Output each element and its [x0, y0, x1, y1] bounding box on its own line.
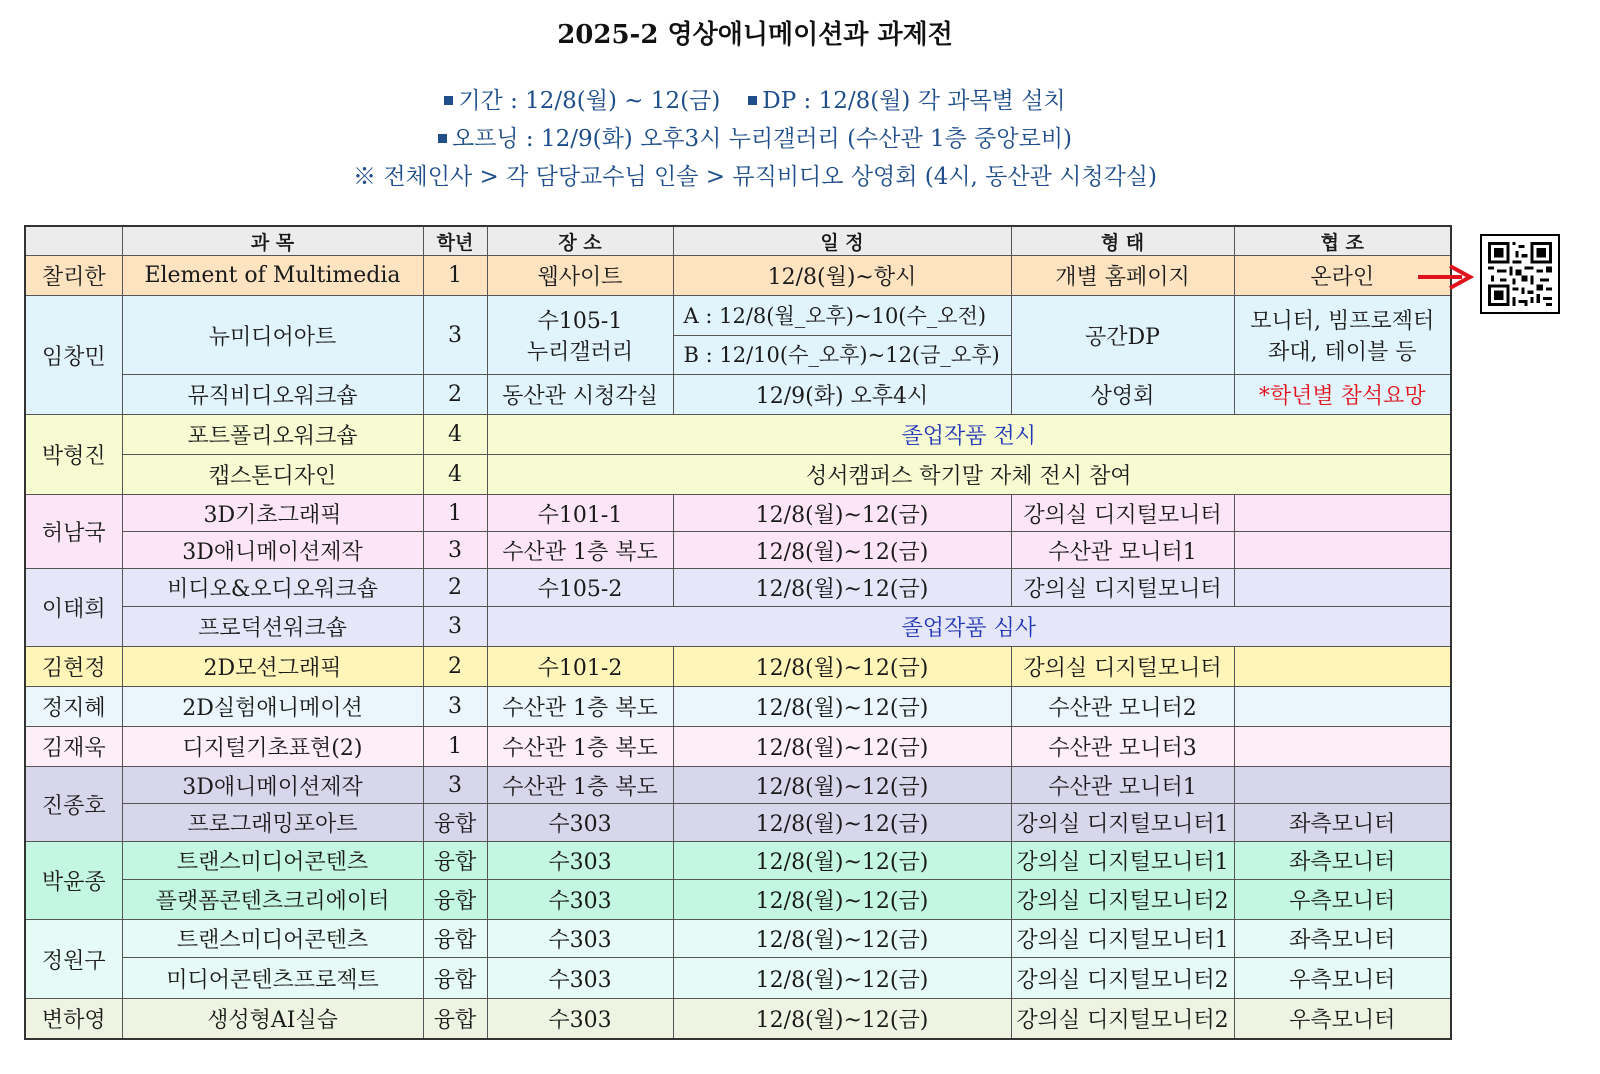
professor-name: 진종호: [25, 767, 122, 842]
header-form: 형 태: [1011, 226, 1234, 256]
form-cell: 상영회: [1011, 375, 1234, 415]
coop-line: 모니터, 빔프로젝터: [1250, 309, 1435, 334]
form-cell: 공간DP: [1011, 296, 1234, 375]
form-cell: 강의실 디지털모니터: [1011, 569, 1234, 607]
place-cell: [487, 296, 673, 375]
table-row: [25, 958, 1451, 999]
page-title: 2025-2 영상애니메이션과 과제전: [557, 20, 953, 50]
schedule-cell: 12/8(월)~12(금): [673, 727, 1011, 767]
schedule-cell: 12/8(월)~12(금): [673, 647, 1011, 687]
subject-cell: 생성형AI실습: [122, 999, 423, 1039]
table-row: [25, 375, 1451, 415]
coop-cell: [1234, 647, 1451, 687]
coop-cell: [1234, 495, 1451, 532]
info-line-1: [0, 82, 1510, 115]
place-line: 누리갤러리: [526, 340, 634, 365]
professor-name: 박윤종: [25, 842, 122, 920]
subject-cell: 3D애니메이션제작: [122, 767, 423, 804]
bullet-square-icon: [438, 134, 447, 143]
dp-text: DP : 12/8(월) 각 과목별 설치: [762, 88, 1066, 114]
coop-cell: 좌측모니터: [1234, 804, 1451, 842]
form-cell: 강의실 디지털모니터1: [1011, 842, 1234, 880]
grade-cell: 3: [423, 767, 487, 804]
grade-cell: 1: [423, 256, 487, 296]
place-cell: 수303: [487, 999, 673, 1039]
table-row: [25, 880, 1451, 920]
schedule-cell: 12/9(화) 오후4시: [673, 375, 1011, 415]
form-cell: 강의실 디지털모니터: [1011, 495, 1234, 532]
schedule-cell: 12/8(월)~항시: [673, 256, 1011, 296]
coop-cell: 우측모니터: [1234, 999, 1451, 1039]
table-row: [25, 687, 1451, 727]
table-row: [25, 532, 1451, 569]
place-cell: 수303: [487, 880, 673, 920]
subject-cell: Element of Multimedia: [122, 256, 423, 296]
place-cell: 수303: [487, 958, 673, 999]
subject-cell: 포트폴리오워크숍: [122, 415, 423, 455]
table-row: [25, 727, 1451, 767]
grade-cell: 1: [423, 727, 487, 767]
subject-cell: 프로그래밍포아트: [122, 804, 423, 842]
info-line-2: [0, 120, 1510, 153]
place-cell: 수101-1: [487, 495, 673, 532]
grade-cell: 3: [423, 296, 487, 375]
merged-cell: 졸업작품 전시: [487, 415, 1451, 455]
coop-cell: 우측모니터: [1234, 958, 1451, 999]
arrow-right-icon: [1416, 262, 1474, 292]
schedule-cell: 12/8(월)~12(금): [673, 804, 1011, 842]
coop-cell: 우측모니터: [1234, 880, 1451, 920]
professor-name: 정원구: [25, 920, 122, 999]
schedule-b: B : 12/10(수_오후)~12(금_오후): [674, 335, 1011, 374]
subject-cell: 디지털기초표현(2): [122, 727, 423, 767]
table-row: [25, 767, 1451, 804]
place-line: 수105-1: [537, 309, 623, 334]
subject-cell: 트랜스미디어콘텐츠: [122, 920, 423, 958]
place-cell: 수산관 1층 복도: [487, 532, 673, 569]
place-cell: 수303: [487, 842, 673, 880]
header-cell: [25, 226, 122, 256]
grade-cell: 2: [423, 569, 487, 607]
subject-cell: 캡스톤디자인: [122, 455, 423, 495]
table-row: [25, 495, 1451, 532]
professor-name: 찰리한: [25, 256, 122, 296]
coop-line: 좌대, 테이블 등: [1268, 340, 1417, 365]
bullet-square-icon: [444, 96, 453, 105]
schedule-cell: 12/8(월)~12(금): [673, 767, 1011, 804]
professor-name: 정지혜: [25, 687, 122, 727]
form-cell: 수산관 모니터2: [1011, 687, 1234, 727]
table-row: [25, 569, 1451, 607]
table-row: [25, 256, 1451, 296]
professor-name: 허남국: [25, 495, 122, 569]
table-row: [25, 455, 1451, 495]
form-cell: 수산관 모니터3: [1011, 727, 1234, 767]
place-cell: 수산관 1층 복도: [487, 767, 673, 804]
coop-cell: 온라인: [1234, 256, 1451, 296]
qr-code-icon[interactable]: [1480, 234, 1560, 314]
table-row: [25, 999, 1451, 1039]
subject-cell: 3D애니메이션제작: [122, 532, 423, 569]
grade-cell: 융합: [423, 842, 487, 880]
place-cell: 수산관 1층 복도: [487, 687, 673, 727]
grade-cell: 3: [423, 687, 487, 727]
subject-cell: 뉴미디어아트: [122, 296, 423, 375]
form-cell: 강의실 디지털모니터: [1011, 647, 1234, 687]
grade-cell: 융합: [423, 880, 487, 920]
note-text: ※ 전체인사 > 각 담당교수님 인솔 > 뮤직비디오 상영회 (4시, 동산관 시청각실): [353, 164, 1157, 190]
header-subject: 과 목: [122, 226, 423, 256]
form-cell: 강의실 디지털모니터1: [1011, 920, 1234, 958]
table-row: [25, 607, 1451, 647]
place-cell: 수303: [487, 920, 673, 958]
professor-name: 박형진: [25, 415, 122, 495]
coop-cell: 좌측모니터: [1234, 920, 1451, 958]
grade-cell: 융합: [423, 804, 487, 842]
grade-cell: 4: [423, 415, 487, 455]
subject-cell: 2D실험애니메이션: [122, 687, 423, 727]
table-row: [25, 415, 1451, 455]
opening-text: 오프닝 : 12/9(화) 오후3시 누리갤러리 (수산관 1층 중앙로비): [451, 126, 1073, 152]
coop-cell: [1234, 532, 1451, 569]
table-row: [25, 296, 1451, 375]
form-cell: 수산관 모니터1: [1011, 767, 1234, 804]
coop-cell: 좌측모니터: [1234, 842, 1451, 880]
professor-name: 이태희: [25, 569, 122, 647]
professor-name: 김재욱: [25, 727, 122, 767]
form-cell: 강의실 디지털모니터2: [1011, 999, 1234, 1039]
header-schedule: 일 정: [673, 226, 1011, 256]
schedule-cell: 12/8(월)~12(금): [673, 842, 1011, 880]
schedule-cell: 12/8(월)~12(금): [673, 532, 1011, 569]
header-grade: 학년: [423, 226, 487, 256]
subject-cell: 트랜스미디어콘텐츠: [122, 842, 423, 880]
grade-cell: 융합: [423, 999, 487, 1039]
subject-cell: 비디오&오디오워크숍: [122, 569, 423, 607]
table-row: [25, 842, 1451, 880]
schedule-cell: 12/8(월)~12(금): [673, 958, 1011, 999]
coop-cell: [1234, 727, 1451, 767]
place-cell: 수101-2: [487, 647, 673, 687]
professor-name: 변하영: [25, 999, 122, 1039]
subject-cell: 미디어콘텐츠프로젝트: [122, 958, 423, 999]
schedule-cell: 12/8(월)~12(금): [673, 569, 1011, 607]
place-cell: 동산관 시청각실: [487, 375, 673, 415]
schedule-cell: 12/8(월)~12(금): [673, 880, 1011, 920]
coop-cell: [1234, 569, 1451, 607]
subject-cell: 플랫폼콘텐츠크리에이터: [122, 880, 423, 920]
schedule-a: A : 12/8(월_오후)~10(수_오전): [683, 303, 987, 328]
grade-cell: 융합: [423, 920, 487, 958]
header-place: 장 소: [487, 226, 673, 256]
table-row: [25, 804, 1451, 842]
form-cell: 강의실 디지털모니터2: [1011, 958, 1234, 999]
grade-cell: 3: [423, 607, 487, 647]
subject-cell: 3D기초그래픽: [122, 495, 423, 532]
info-line-3: [0, 158, 1510, 191]
header-row: [25, 226, 1451, 256]
bullet-square-icon: [748, 96, 757, 105]
place-cell: 수303: [487, 804, 673, 842]
place-cell: 수산관 1층 복도: [487, 727, 673, 767]
merged-cell: 졸업작품 심사: [487, 607, 1451, 647]
coop-cell: [1234, 767, 1451, 804]
header-coop: 협 조: [1234, 226, 1451, 256]
form-cell: 수산관 모니터1: [1011, 532, 1234, 569]
professor-name: 김현정: [25, 647, 122, 687]
form-cell: 개별 홈페이지: [1011, 256, 1234, 296]
table-row: [25, 647, 1451, 687]
place-cell: 수105-2: [487, 569, 673, 607]
coop-cell: [1234, 296, 1451, 375]
period-text: 기간 : 12/8(월) ~ 12(금): [458, 88, 721, 114]
grade-cell: 2: [423, 375, 487, 415]
grade-cell: 2: [423, 647, 487, 687]
coop-cell: *학년별 참석요망: [1234, 375, 1451, 415]
subject-cell: 프로덕션워크숍: [122, 607, 423, 647]
form-cell: 강의실 디지털모니터2: [1011, 880, 1234, 920]
schedule-table: [24, 225, 1452, 1040]
place-cell: 웹사이트: [487, 256, 673, 296]
grade-cell: 4: [423, 455, 487, 495]
coop-cell: [1234, 687, 1451, 727]
schedule-cell: 12/8(월)~12(금): [673, 999, 1011, 1039]
table-row: [25, 920, 1451, 958]
professor-name: 임창민: [25, 296, 122, 415]
schedule-cell: 12/8(월)~12(금): [673, 920, 1011, 958]
grade-cell: 융합: [423, 958, 487, 999]
schedule-cell: 12/8(월)~12(금): [673, 495, 1011, 532]
grade-cell: 1: [423, 495, 487, 532]
schedule-cell: 12/8(월)~12(금): [673, 687, 1011, 727]
schedule-cell: [673, 296, 1011, 375]
grade-cell: 3: [423, 532, 487, 569]
merged-cell: 성서캠퍼스 학기말 자체 전시 참여: [487, 455, 1451, 495]
subject-cell: 2D모션그래픽: [122, 647, 423, 687]
form-cell: 강의실 디지털모니터1: [1011, 804, 1234, 842]
subject-cell: 뮤직비디오워크숍: [122, 375, 423, 415]
